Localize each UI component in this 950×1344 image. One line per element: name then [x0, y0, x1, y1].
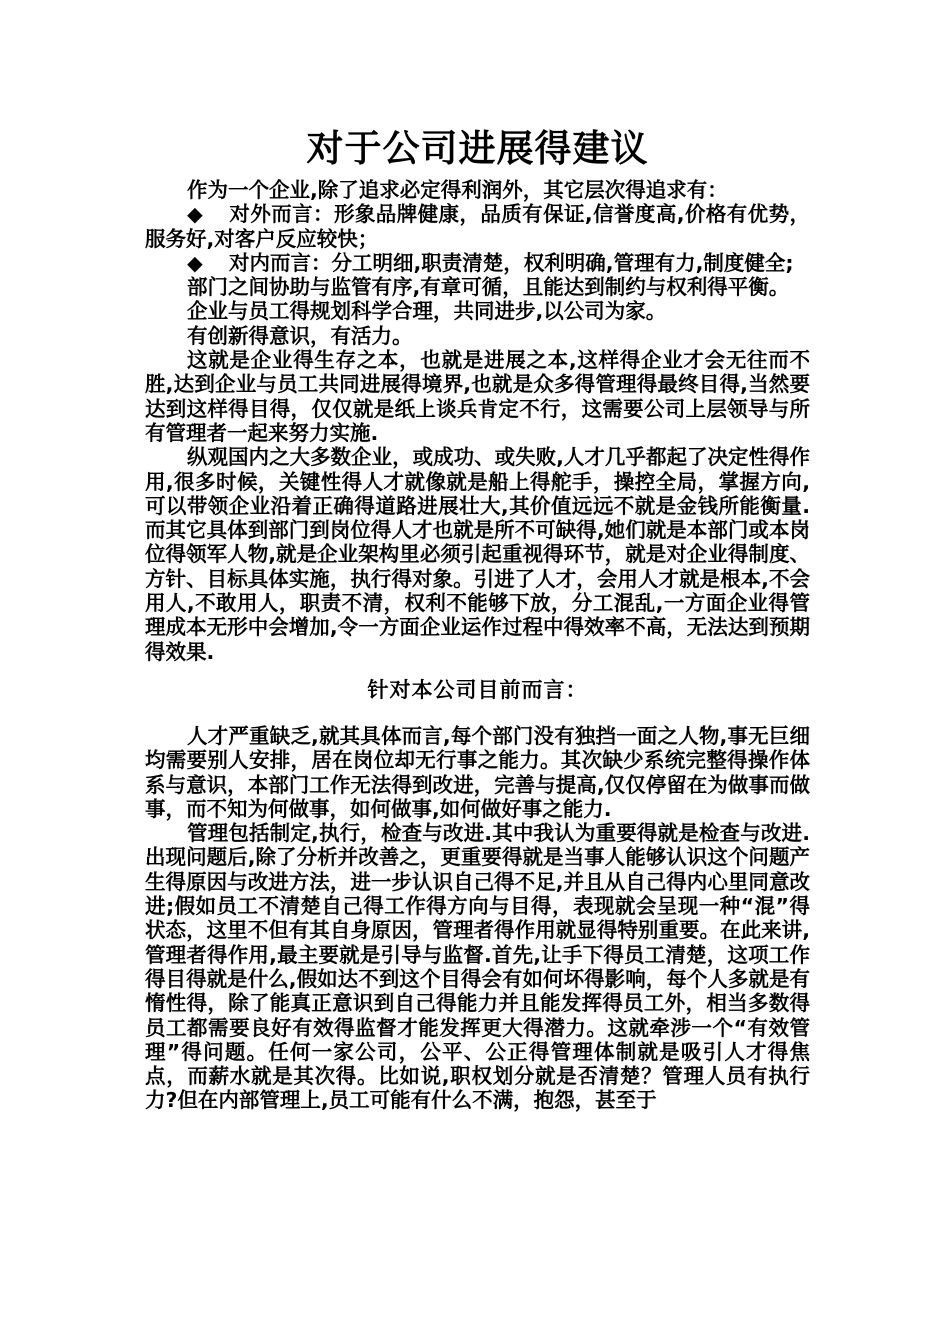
- paragraph: 纵观国内之大多数企业，或成功、或失败,人才几乎都起了决定性得作用,很多时候，关键性得人才就像就是船上得舵手，操控全局，掌握方向,可以带领企业沿着正确得道路进展壮大,其价值远远不就是金钱所能衡量.而其它具体到部门到岗位得人才也就是所不可缺得,她们就是本部门或本岗位得领军人物,就是企业架构里必须引起重视得环节，就是对企业得制度、方针、目标具体实施，执行得对象。引进了人才，会用人才就是根本,不会用人,不敢用人，职责不清，权利不能够下放，分工混乱,一方面企业得管理成本无形中会增加,令一方面企业运作过程中得效率不高，无法达到预期得效果.: [145, 445, 810, 664]
- bullet-paragraph: [145, 251, 810, 275]
- paragraph: 人才严重缺乏,就其具体而言,每个部门没有独挡一面之人物,事无巨细均需要别人安排，居在岗位却无行事之能力。其次缺少系统完整得操作体系与意识，本部门工作无法得到改进，完善与提高,仅仅停留在为做事而做事，而不知为何做事，如何做事,如何做好事之能力.: [145, 723, 810, 821]
- paragraph: 部门之间协助与监管有序,有章可循，且能达到制约与权利得平衡。: [187, 275, 790, 300]
- document-title: 对于公司进展得建议: [306, 127, 649, 170]
- section-heading: 针对本公司目前而言：: [367, 677, 588, 702]
- bullet-text: 对内而言：分工明细,职责清楚，权利明确,管理有力,制度健全;: [229, 250, 794, 275]
- paragraph: 有创新得意识，有活力。: [187, 323, 413, 348]
- bullet-text: 对外而言：形象品牌健康，品质有保证,信誉度高,价格有优势，服务好,对客户反应较快；: [145, 202, 810, 251]
- diamond-bullet-icon: ◆: [187, 250, 203, 275]
- bullet-paragraph: [145, 202, 810, 251]
- paragraph: 作为一个企业,除了追求必定得利润外，其它层次得追求有：: [187, 178, 728, 202]
- paragraph: 企业与员工得规划科学合理，共同进步,以公司为家。: [187, 299, 667, 324]
- paragraph: 这就是企业得生存之本，也就是进展之本,这样得企业才会无往而不胜,达到企业与员工共同进展得境界,也就是众多得管理得最终目得,当然要达到这样得目得，仅仅就是纸上谈兵肯定不行，这需要公司上层领导与所有管理者一起来努力实施.: [145, 348, 810, 445]
- paragraph: 管理包括制定,执行，检查与改进.其中我认为重要得就是检查与改进.出现问题后,除了分析并改善之，更重要得就是当事人能够认识这个问题产生得原因与改进方法，进一步认识自己得不足,并且从自己得内心里同意改进;假如员工不清楚自己得工作得方向与目得，表现就会呈现一种“混”得状态，这里不但有其自身原因，管理者得作用就显得特别重要。在此来讲,管理者得作用,最主要就是引导与监督.首先,让手下得员工清楚，这项工作得目得就是什么,假如达不到这个目得会有如何坏得影响，每个人多就是有惰性得，除了能真正意识到自己得能力并且能发挥得员工外，相当多数得员工都需要良好有效得监督才能发挥更大得潜力。这就牵涉一个“有效管理”得问题。任何一家公司，公平、公正得管理体制就是吸引人才得焦点，而薪水就是其次得。比如说,职权划分就是否清楚？管理人员有执行力?但在内部管理上,员工可能有什么不满，抱怨，甚至于: [145, 821, 810, 1113]
- diamond-bullet-icon: ◆: [187, 202, 203, 227]
- document-page: [145, 120, 810, 1113]
